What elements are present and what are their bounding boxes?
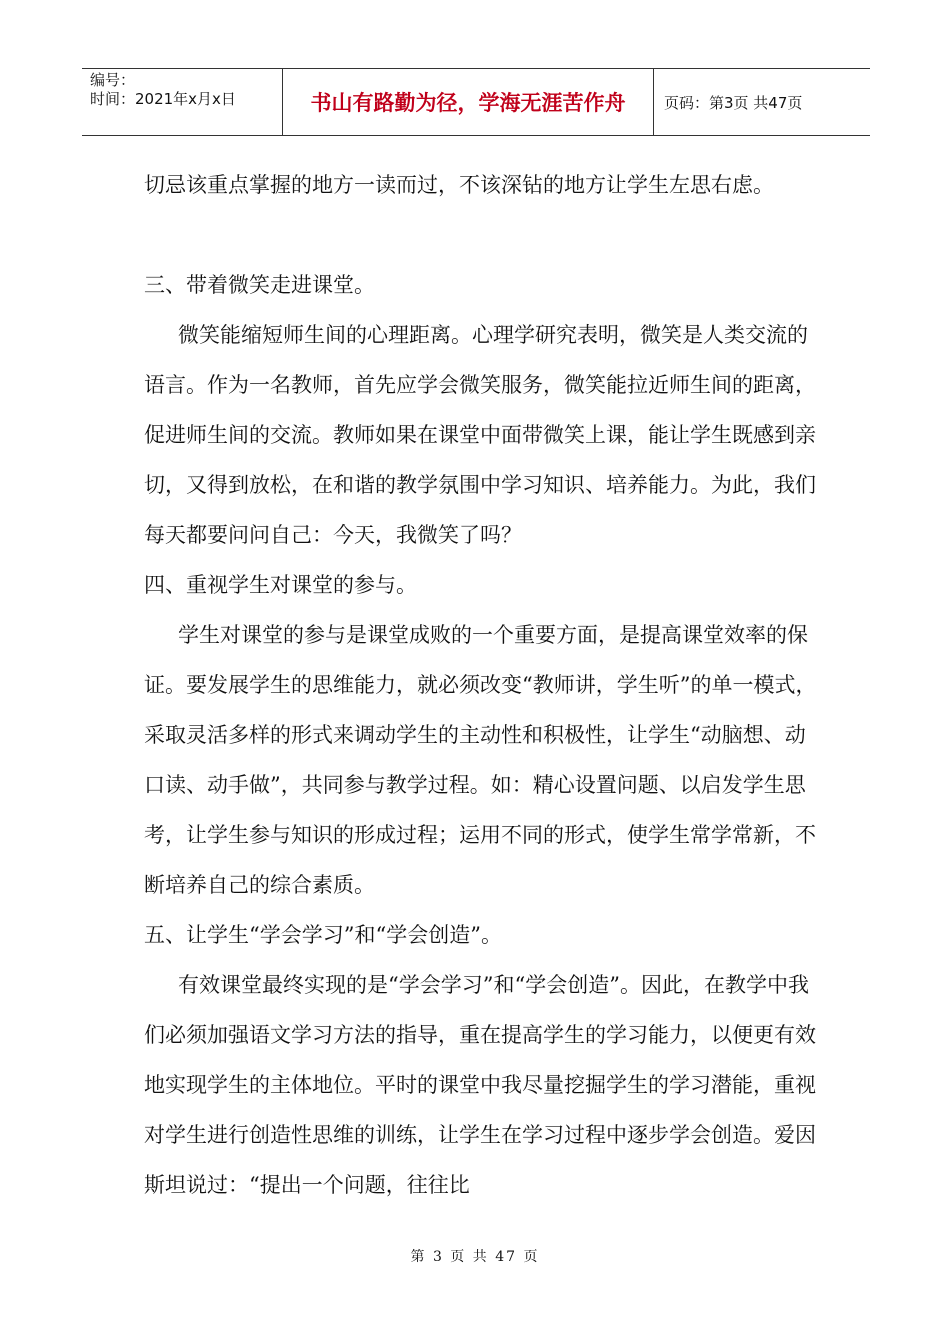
header-motto: 书山有路勤为径，学海无涯苦作舟 (282, 69, 654, 135)
paragraph-gap (144, 210, 824, 260)
header-page-info: 页码：第3页 共47页 (664, 93, 803, 112)
section-heading-3: 三、带着微笑走进课堂。 (144, 273, 375, 297)
section-heading-5: 五、让学生“学会学习”和“学会创造”。 (144, 923, 502, 947)
header-left-cell (82, 69, 282, 135)
paragraph-participation: 学生对课堂的参与是课堂成败的一个重要方面，是提高课堂效率的保证。要发展学生的思维能力，就必须改变“教师讲，学生听”的单一模式，采取灵活多样的形式来调动学生的主动性和积极性，让学生“动脑想、动口读、动手做”，共同参与教学过程。如：精心设置问题、以启发学生思考，让学生参与知识的形成过程；运用不同的形式，使学生常学常新，不断培养自己的综合素质。 (144, 623, 817, 897)
document-date-label: 时间：2021年x月x日 (90, 90, 236, 108)
page-footer: 第 3 页 共 47 页 (410, 1249, 540, 1265)
document-body (144, 160, 824, 1210)
paragraph-smile: 微笑能缩短师生间的心理距离。心理学研究表明，微笑是人类交流的语言。作为一名教师，首先应学会微笑服务，微笑能拉近师生间的距离，促进师生间的交流。教师如果在课堂中面带微笑上课，能让学生既感到亲切，又得到放松，在和谐的教学氛围中学习知识、培养能力。为此，我们每天都要问问自己：今天，我微笑了吗？ (144, 323, 816, 547)
header-table (82, 68, 870, 136)
section-heading-4: 四、重视学生对课堂的参与。 (144, 573, 417, 597)
paragraph-continuation: 切忌该重点掌握的地方一读而过，不该深钻的地方让学生左思右虑。 (144, 173, 774, 197)
paragraph-learning: 有效课堂最终实现的是“学会学习”和“学会创造”。因此，在教学中我们必须加强语文学习方法的指导，重在提高学生的学习能力，以便更有效地实现学生的主体地位。平时的课堂中我尽量挖掘学生的学习潜能，重视对学生进行创造性思维的训练，让学生在学习过程中逐步学会创造。爱因斯坦说过：“提出一个问题，往往比 (144, 973, 816, 1197)
document-number-label: 编号： (90, 71, 136, 89)
